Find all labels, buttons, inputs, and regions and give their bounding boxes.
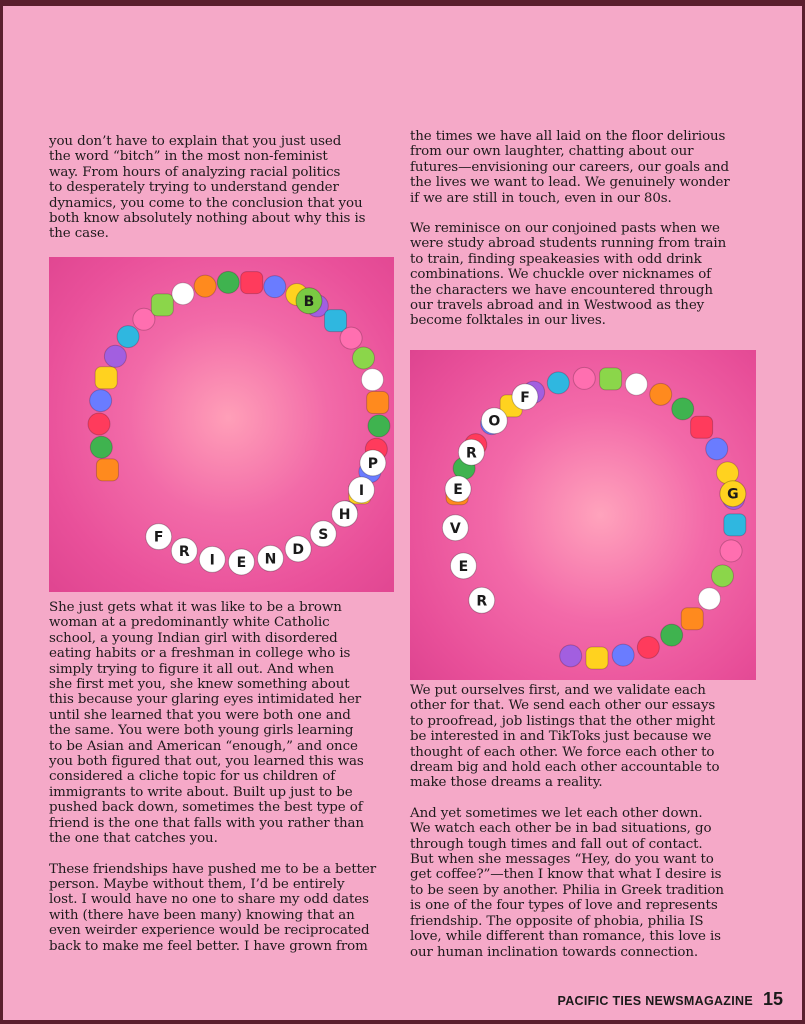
round-bead <box>625 373 647 395</box>
charm-bead <box>600 368 622 390</box>
round-bead <box>90 390 112 412</box>
round-bead <box>361 369 383 391</box>
friendship-bracelet-illustration <box>49 257 394 592</box>
charm-bead <box>367 392 389 414</box>
round-bead <box>194 275 216 297</box>
round-bead <box>698 588 720 610</box>
charm-bead <box>586 647 608 669</box>
charm-bead <box>325 310 347 332</box>
charm-bead <box>96 459 118 481</box>
letter-bead-text: F <box>520 389 530 406</box>
paragraph: the times we have all laid on the floor delirious from our own laughter, chatting about our futures—envisioning our careers, our goals and the lives we want to lead. We genuinely wonder if we are still in touch, even in our 80s. <box>410 129 730 206</box>
charm-bead <box>724 514 746 536</box>
round-bead <box>706 438 728 460</box>
letter-bead-text: E <box>236 554 247 571</box>
forever-bracelet-photo <box>410 350 756 680</box>
round-bead <box>612 644 634 666</box>
round-bead <box>711 565 733 587</box>
round-bead <box>637 636 659 658</box>
round-bead <box>672 398 694 420</box>
right-column-body <box>410 683 760 960</box>
round-bead <box>172 283 194 305</box>
round-bead <box>117 326 139 348</box>
left-column-body <box>49 600 391 954</box>
charm-bead <box>241 272 263 294</box>
round-bead <box>264 276 286 298</box>
letter-bead-text: F <box>153 529 164 546</box>
round-bead <box>560 645 582 667</box>
paragraph: She just gets what it was like to be a brown woman at a predominantly white Catholic school, a young Indian girl with disordered eating habits or a freshman in college who is simply trying to figure it all out. And when she first met you, she knew something about this because your glaring eyes intimidated her until she learned that you were both one and the same. You were both young girls learning to be Asian and American “enough,” and once you both figured that out, you learned this was considered a cliche topic for us children of immigrants to write about. Built up just to be pushed back down, sometimes the best type of friend is the one that falls with you rather than the one that catches you. <box>49 600 364 847</box>
round-bead <box>88 413 110 435</box>
letter-bead-text: G <box>727 486 739 503</box>
paragraph: you don’t have to explain that you just used the word “bitch” in the most non-feminist way. From hours of analyzing racial politics to desperately trying to understand gender dynamics, you come to the conclusion that you both know absolutely nothing about why this is the case. <box>49 134 366 242</box>
right-column-intro <box>410 129 760 329</box>
round-bead <box>547 372 569 394</box>
charm-bead <box>681 608 703 630</box>
letter-bead-text: R <box>476 593 488 610</box>
letter-bead-text: N <box>264 551 277 568</box>
page-number: 15 <box>762 989 783 1009</box>
charm-bead <box>151 294 173 316</box>
friendship-bracelet-photo <box>49 257 394 592</box>
letter-bead-text: B <box>303 293 315 310</box>
round-bead <box>573 367 595 389</box>
page-footer <box>558 989 784 1010</box>
letter-bead-text: O <box>488 413 501 430</box>
paragraph: These friendships have pushed me to be a better person. Maybe without them, I’d be entirely lost. I would have no one to share my odd dates with (there have been many) knowing that an even weirder experience would be reciprocated back to make me feel better. I have grown from <box>49 861 377 954</box>
charm-bead <box>95 367 117 389</box>
paragraph: We put ourselves first, and we validate each other for that. We send each other our essays to proofread, job listings that the other might be interested in and TikToks just because we thought of each other. We force each other to dream big and hold each other accountable to make those dreams a reality. <box>410 683 720 791</box>
letter-bead-text: E <box>453 481 463 498</box>
publication-name: PACIFIC TIES NEWSMAGAZINE <box>557 994 753 1008</box>
letter-bead-text: I <box>358 482 365 499</box>
letter-bead-text: S <box>318 526 329 543</box>
round-bead <box>720 540 742 562</box>
round-bead <box>650 383 672 405</box>
letter-bead-text: E <box>458 558 469 575</box>
letter-bead-text: R <box>465 445 477 462</box>
page-frame-left <box>0 0 3 1024</box>
round-bead <box>217 271 239 293</box>
letter-bead-text: V <box>449 520 461 537</box>
paragraph: We reminisce on our conjoined pasts when we were study abroad students running from train to train, finding speakeasies with odd drink combinations. We chuckle over nicknames of the characters we have encountered through our travels abroad and in Westwood as they become folktales in our lives. <box>410 221 727 329</box>
round-bead <box>353 347 375 369</box>
forever-bracelet-illustration <box>410 350 756 680</box>
round-bead <box>368 415 390 437</box>
round-bead <box>661 624 683 646</box>
page-frame-top <box>0 0 805 6</box>
charm-bead <box>691 416 713 438</box>
letter-bead-text: R <box>178 543 190 560</box>
letter-bead-text: H <box>338 506 351 523</box>
round-bead <box>104 345 126 367</box>
letter-bead-text: P <box>367 455 379 472</box>
round-bead <box>340 327 362 349</box>
letter-bead-text: D <box>292 541 304 558</box>
paragraph: And yet sometimes we let each other down. We watch each other be in bad situations, go through tough times and fall out of contact. But when she messages “Hey, do you want to get coffee?”—then I know that what I desire is to be seen by another. Philia in Greek tradition is one of the four types of love and represents friendship. The opposite of phobia, philia IS love, while different than romance, this love is our human inclination towards connection. <box>410 805 724 960</box>
page-frame-bottom <box>0 1020 805 1024</box>
left-column-intro <box>49 134 391 242</box>
letter-bead-text: I <box>209 552 215 569</box>
round-bead <box>90 436 112 458</box>
